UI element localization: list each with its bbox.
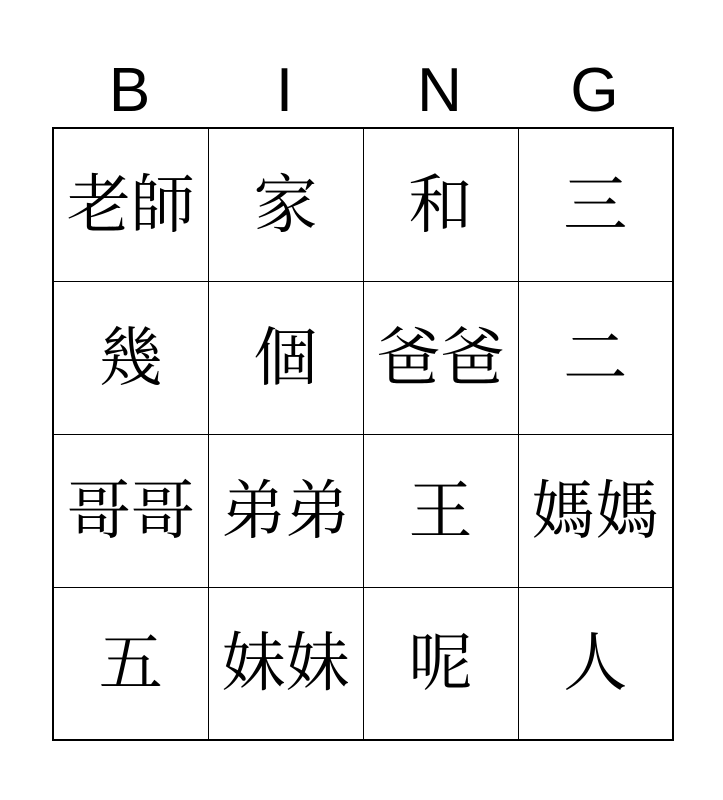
bingo-row-2: [53, 281, 673, 434]
bingo-header: [52, 0, 672, 127]
bingo-header-letter-g: G: [570, 56, 619, 125]
bingo-grid: [52, 127, 674, 741]
bingo-header-letter-i: I: [275, 56, 294, 125]
bingo-cell-r2c4[interactable]: 二: [518, 281, 673, 434]
bingo-cell-r1c4[interactable]: 三: [518, 128, 673, 281]
bingo-cell-r3c3[interactable]: 王: [363, 434, 518, 587]
bingo-cell-r2c2[interactable]: 個: [208, 281, 363, 434]
bingo-cell-r2c3[interactable]: 爸爸: [363, 281, 518, 434]
bingo-cell-r1c2[interactable]: 家: [208, 128, 363, 281]
bingo-header-letter-b: B: [108, 56, 151, 125]
bingo-header-letter-n: N: [417, 56, 462, 125]
bingo-cell-r1c1[interactable]: 老師: [53, 128, 208, 281]
bingo-cell-r3c2[interactable]: 弟弟: [208, 434, 363, 587]
bingo-cell-r4c3[interactable]: 呢: [363, 587, 518, 740]
bingo-row-1: [53, 128, 673, 281]
bingo-card: [52, 0, 672, 741]
bingo-cell-r3c1[interactable]: 哥哥: [53, 434, 208, 587]
bingo-cell-r4c1[interactable]: 五: [53, 587, 208, 740]
bingo-cell-r3c4[interactable]: 媽媽: [518, 434, 673, 587]
bingo-row-4: [53, 587, 673, 740]
bingo-cell-r1c3[interactable]: 和: [363, 128, 518, 281]
bingo-row-3: [53, 434, 673, 587]
bingo-cell-r4c2[interactable]: 妹妹: [208, 587, 363, 740]
bingo-cell-r4c4[interactable]: 人: [518, 587, 673, 740]
bingo-cell-r2c1[interactable]: 幾: [53, 281, 208, 434]
